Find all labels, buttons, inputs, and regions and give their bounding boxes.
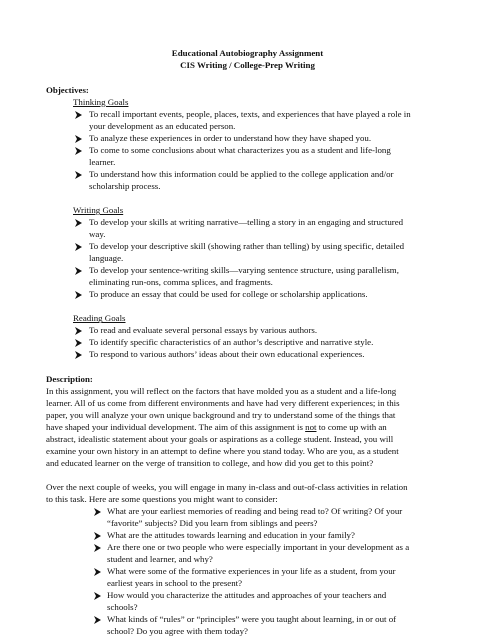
list-item: To produce an essay that could be used for college or scholarship applications. bbox=[89, 289, 368, 300]
arrow-bullet-icon bbox=[74, 145, 84, 157]
list-item: To develop your skills at writing narrative—telling a story in an engaging and structured bbox=[89, 217, 404, 228]
list-item: To develop your sentence-writing skills—varying sentence structure, using parallelism, bbox=[89, 265, 399, 276]
question-item: What are your earliest memories of reading and being read to? Of writing? Of your bbox=[107, 505, 403, 516]
question-item: What are the attitudes towards learning and education in your family? bbox=[107, 529, 355, 540]
paragraph-line: to this task. Here are some questions you might want to consider: bbox=[46, 493, 278, 504]
paragraph-line: learner. All of us come from different environments and have had very different experiences; in this bbox=[46, 397, 400, 408]
arrow-bullet-icon bbox=[74, 349, 84, 361]
list-item: To recall important events, people, places, texts, and experiences that have played a role in bbox=[89, 109, 411, 120]
list-item-continuation: learner. bbox=[89, 157, 116, 168]
arrow-bullet-icon bbox=[74, 265, 84, 277]
question-item-continuation: student and learner, and why? bbox=[107, 553, 213, 564]
paragraph-line: Over the next couple of weeks, you will engage in many in-class and out-of-class activities in relation bbox=[46, 481, 408, 492]
question-item-continuation: school? Do you agree with them today? bbox=[107, 626, 248, 636]
list-item: To identify specific characteristics of an author’s descriptive and narrative style. bbox=[89, 337, 374, 348]
list-item-continuation: language. bbox=[89, 253, 124, 264]
description-heading: Description: bbox=[46, 373, 93, 384]
paragraph-line: and educated learner on the verge of transition to college, and how did you get to this point? bbox=[46, 457, 374, 468]
list-item: To respond to various authors’ ideas about their own educational experiences. bbox=[89, 349, 365, 360]
paragraph-line: abstract, idealistic statement about your goals or aspirations as a college student. Instead, you will bbox=[46, 433, 394, 444]
list-item-continuation: scholarship process. bbox=[89, 181, 161, 192]
objectives-heading: Objectives: bbox=[46, 84, 89, 95]
list-item: To read and evaluate several personal essays by various authors. bbox=[89, 325, 318, 336]
emphasis-not: not bbox=[305, 421, 317, 432]
list-item-continuation: your development as an educated person. bbox=[89, 121, 236, 132]
arrow-bullet-icon bbox=[74, 337, 84, 349]
arrow-bullet-icon bbox=[74, 289, 84, 301]
arrow-bullet-icon bbox=[93, 566, 103, 578]
arrow-bullet-icon bbox=[93, 506, 103, 518]
paragraph-line bbox=[46, 422, 387, 433]
arrow-bullet-icon bbox=[74, 325, 84, 337]
paragraph-line: examine your own history in an attempt to define where you stand today. Who are you, as a student bbox=[46, 445, 399, 456]
document-title: Educational Autobiography Assignment bbox=[171, 48, 324, 58]
list-item: To develop your descriptive skill (showing rather than telling) by using specific, detailed bbox=[89, 241, 405, 252]
paragraph-text: have shaped your individual development. The aim of this assignment is bbox=[46, 421, 306, 432]
list-item-continuation: way. bbox=[89, 229, 106, 240]
question-item-continuation: “favorite” subjects? Did you learn from siblings and peers? bbox=[107, 517, 318, 528]
question-item-continuation: schools? bbox=[107, 601, 138, 612]
reading-goals-heading: Reading Goals bbox=[73, 313, 126, 324]
arrow-bullet-icon bbox=[74, 217, 84, 229]
list-item: To understand how this information could be applied to the college application and/or bbox=[89, 169, 394, 180]
question-item-continuation: earliest years in school to the present? bbox=[107, 577, 243, 588]
arrow-bullet-icon bbox=[93, 542, 103, 554]
paragraph-line: In this assignment, you will reflect on the factors that have molded you as a student and a life-long bbox=[46, 385, 397, 396]
list-item: To come to some conclusions about what characterizes you as a student and life-long bbox=[89, 145, 391, 156]
document-subtitle: CIS Writing / College-Prep Writing bbox=[180, 60, 315, 71]
arrow-bullet-icon bbox=[74, 241, 84, 253]
thinking-goals-heading: Thinking Goals bbox=[73, 97, 129, 107]
writing-goals-heading: Writing Goals bbox=[73, 205, 124, 216]
arrow-bullet-icon bbox=[74, 169, 84, 181]
arrow-bullet-icon bbox=[93, 530, 103, 542]
list-item-continuation: eliminating run-ons, comma splices, and fragments. bbox=[89, 277, 273, 288]
arrow-bullet-icon bbox=[74, 109, 84, 121]
question-item: What were some of the formative experiences in your life as a student, from your bbox=[107, 565, 396, 576]
arrow-bullet-icon bbox=[93, 590, 103, 602]
question-item: What kinds of “rules” or “principles” were you taught about learning, in or out of bbox=[107, 613, 397, 624]
list-item: To analyze these experiences in order to understand how they have shaped you. bbox=[89, 133, 372, 144]
arrow-bullet-icon bbox=[74, 133, 84, 145]
paragraph-line: paper, you will analyze your own unique background and try to understand some of the things that bbox=[46, 409, 396, 420]
question-item: Are there one or two people who were especially important in your development as a bbox=[107, 541, 410, 552]
paragraph-text: to come up with an bbox=[316, 421, 387, 432]
question-item: How would you characterize the attitudes and approaches of your teachers and bbox=[107, 589, 387, 600]
arrow-bullet-icon bbox=[93, 614, 103, 626]
